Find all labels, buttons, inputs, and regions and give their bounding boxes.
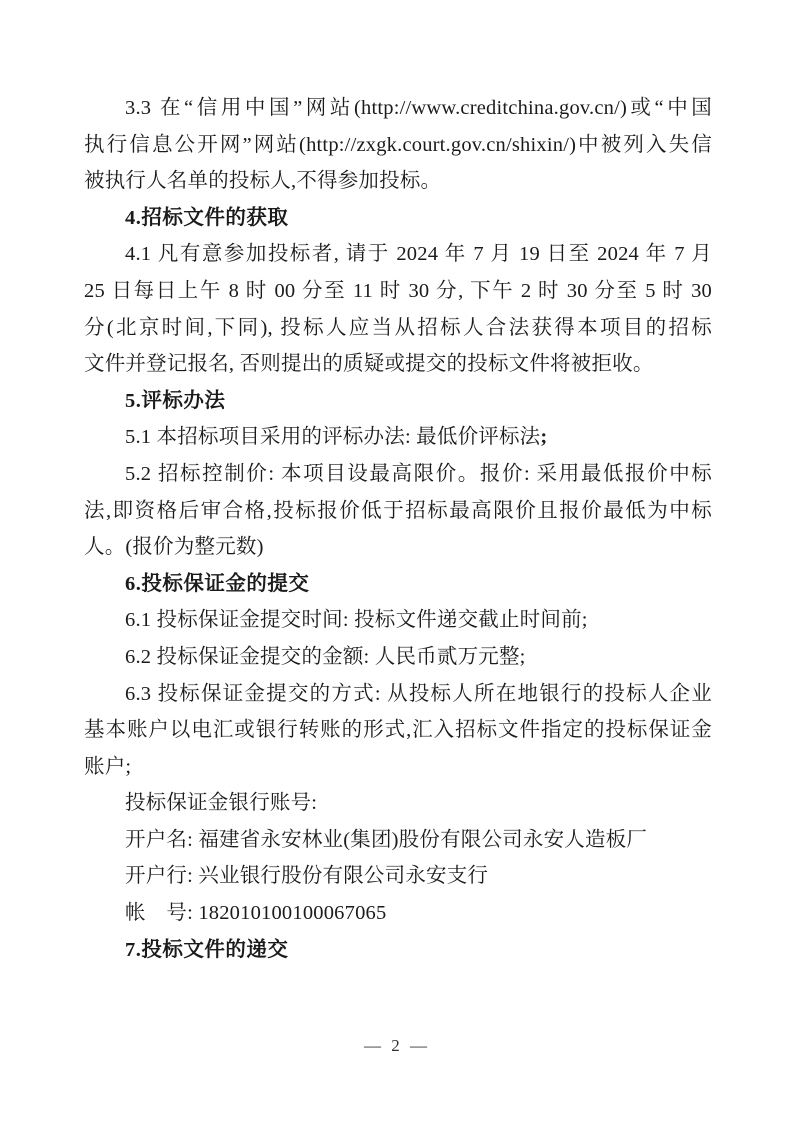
- text-line: 6.投标保证金的提交: [125, 572, 310, 595]
- document-body: [84, 90, 712, 968]
- text-line: 人。(报价为整元数): [84, 536, 264, 559]
- clause-5-2: [84, 456, 712, 566]
- text-line: 3.3 在“信用中国”网站(http://www.creditchina.gov.cn/)或“中国: [125, 97, 712, 119]
- text-line: 5.评标办法: [125, 389, 226, 412]
- text-line: [84, 419, 712, 456]
- text-line: 账户;: [84, 755, 132, 778]
- bold-text-segment: ;: [540, 426, 548, 449]
- text-line: 开户名: 福建省永安林业(集团)股份有限公司永安人造板厂: [125, 828, 648, 851]
- heading-section-4: [84, 200, 712, 237]
- account-number: [84, 895, 712, 932]
- clause-3-3: [84, 90, 712, 200]
- text-line: 被执行人名单的投标人,不得参加投标。: [84, 170, 442, 193]
- heading-section-5: [84, 383, 712, 420]
- text-line: 6.1 投标保证金提交时间: 投标文件递交截止时间前;: [125, 609, 588, 632]
- text-line: 4.1 凡有意参加投标者, 请于 2024 年 7 月 19 日至 2024 年 7 月: [125, 243, 712, 266]
- text-line: 基本账户以电汇或银行转账的形式,汇入招标文件指定的投标保证金: [84, 719, 712, 742]
- clause-4-1: [84, 236, 712, 382]
- clause-6-3: [84, 676, 712, 786]
- clause-6-1: [84, 602, 712, 639]
- text-line: 投标保证金银行账号:: [125, 792, 318, 815]
- clause-5-1: [84, 419, 712, 456]
- deposit-account-title: [84, 785, 712, 822]
- account-holder-name: [84, 822, 712, 859]
- page-number: — 2 —: [364, 1036, 430, 1055]
- text-line: 法,即资格后审合格,投标报价低于招标最高限价且报价最低为中标: [84, 499, 712, 522]
- account-bank: [84, 858, 712, 895]
- text-line: 25 日每日上午 8 时 00 分至 11 时 30 分, 下午 2 时 30 分至 5 时 30: [84, 279, 712, 302]
- text-line: 文件并登记报名, 否则提出的质疑或提交的投标文件将被拒收。: [84, 353, 654, 376]
- page-footer: [0, 1036, 794, 1056]
- text-line: 6.3 投标保证金提交的方式: 从投标人所在地银行的投标人企业: [125, 682, 712, 705]
- text-segment: 5.1 本招标项目采用的评标办法: 最低价评标法: [125, 426, 541, 449]
- text-line: 4.招标文件的获取: [125, 206, 289, 229]
- heading-section-7: [84, 932, 712, 969]
- clause-6-2: [84, 639, 712, 676]
- heading-section-6: [84, 566, 712, 603]
- text-line: 帐 号: 182010100100067065: [125, 902, 387, 925]
- text-line: 开户行: 兴业银行股份有限公司永安支行: [125, 865, 489, 888]
- text-line: 7.投标文件的递交: [125, 938, 289, 961]
- text-line: 5.2 招标控制价: 本项目设最高限价。报价: 采用最低报价中标: [125, 462, 712, 485]
- text-line: 分(北京时间,下同), 投标人应当从招标人合法获得本项目的招标: [84, 316, 712, 339]
- text-line: 执行信息公开网”网站(http://zxgk.court.gov.cn/shixin/)中被列入失信: [84, 133, 712, 156]
- text-line: 6.2 投标保证金提交的金额: 人民币贰万元整;: [125, 645, 526, 668]
